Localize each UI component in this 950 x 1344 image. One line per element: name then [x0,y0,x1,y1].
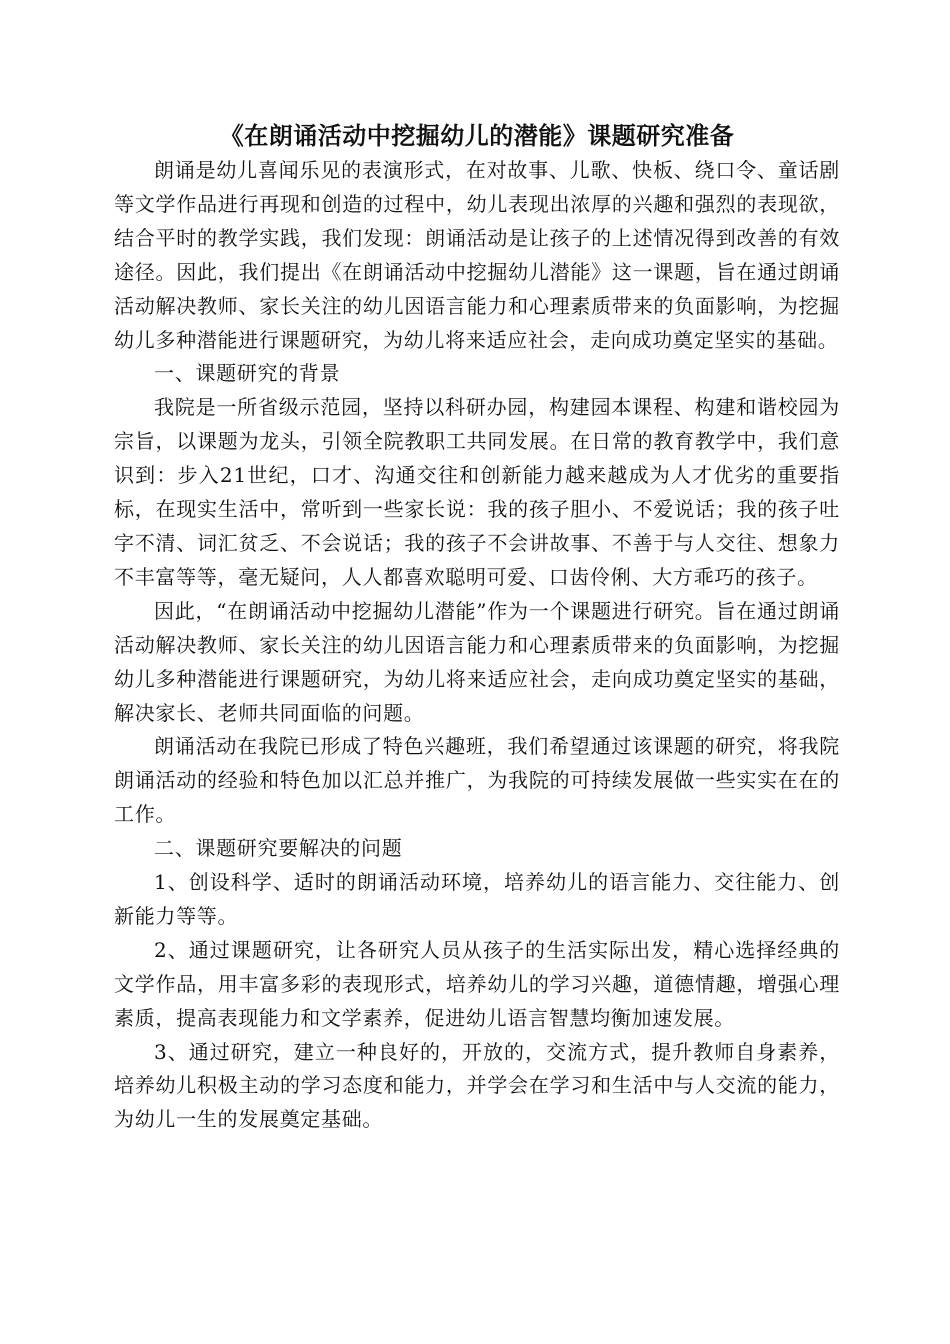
background-paragraph-1: 我院是一所省级示范园，坚持以科研办园，构建园本课程、构建和谐校园为宗旨，以课题为龙头，引领全院教职工共同发展。在日常的教育教学中，我们意识到：步入21世纪，口才、沟通交往和创新能力越来越成为人才优劣的重要指标，在现实生活中，常听到一些家长说：我的孩子胆小、不爱说话；我的孩子吐字不清、词汇贫乏、不会说话；我的孩子不会讲故事、不善于与人交往、想象力不丰富等等，毫无疑问，人人都喜欢聪明可爱、口齿伶俐、大方乖巧的孩子。 [114,395,840,589]
problem-item-3: 3、通过研究，建立一种良好的，开放的，交流方式，提升教师自身素养，培养幼儿积极主动的学习态度和能力，并学会在学习和生活中与人交流的能力，为幼儿一生的发展奠定基础。 [114,1039,840,1132]
section-heading-background: 一、课题研究的背景 [154,361,341,386]
problem-item-2: 2、通过课题研究，让各研究人员从孩子的生活实际出发，精心选择经典的文学作品，用丰富多彩的表现形式，培养幼儿的学习兴趣，道德情趣，增强心理素质，提高表现能力和文学素养，促进幼儿语言智慧均衡加速发展。 [114,937,840,1030]
document-page [114,118,840,1137]
background-paragraph-2: 因此，“在朗诵活动中挖掘幼儿潜能”作为一个课题进行研究。旨在通过朗诵活动解决教师、家长关注的幼儿因语言能力和心理素质带来的负面影响，为挖掘幼儿多种潜能进行课题研究，为幼儿将来适应社会，走向成功奠定坚实的基础，解决家长、老师共同面临的问题。 [114,598,840,725]
background-paragraph-3: 朗诵活动在我院已形成了特色兴趣班，我们希望通过该课题的研究，将我院朗诵活动的经验和特色加以汇总并推广，为我院的可持续发展做一些实实在在的工作。 [114,734,840,827]
document-title: 《在朗诵活动中挖掘幼儿的潜能》课题研究准备 [219,121,735,150]
intro-paragraph: 朗诵是幼儿喜闻乐见的表演形式，在对故事、儿歌、快板、绕口令、童话剧等文学作品进行再现和创造的过程中，幼儿表现出浓厚的兴趣和强烈的表现欲，结合平时的教学实践，我们发现：朗诵活动是让孩子的上述情况得到改善的有效途径。因此，我们提出《在朗诵活动中挖掘幼儿潜能》这一课题，旨在通过朗诵活动解决教师、家长关注的幼儿因语言能力和心理素质带来的负面影响，为挖掘幼儿多种潜能进行课题研究，为幼儿将来适应社会，走向成功奠定坚实的基础。 [114,158,840,352]
problem-item-1: 1、创设科学、适时的朗诵活动环境，培养幼儿的语言能力、交往能力、创新能力等等。 [114,870,840,928]
section-heading-problems: 二、课题研究要解决的问题 [154,836,403,861]
